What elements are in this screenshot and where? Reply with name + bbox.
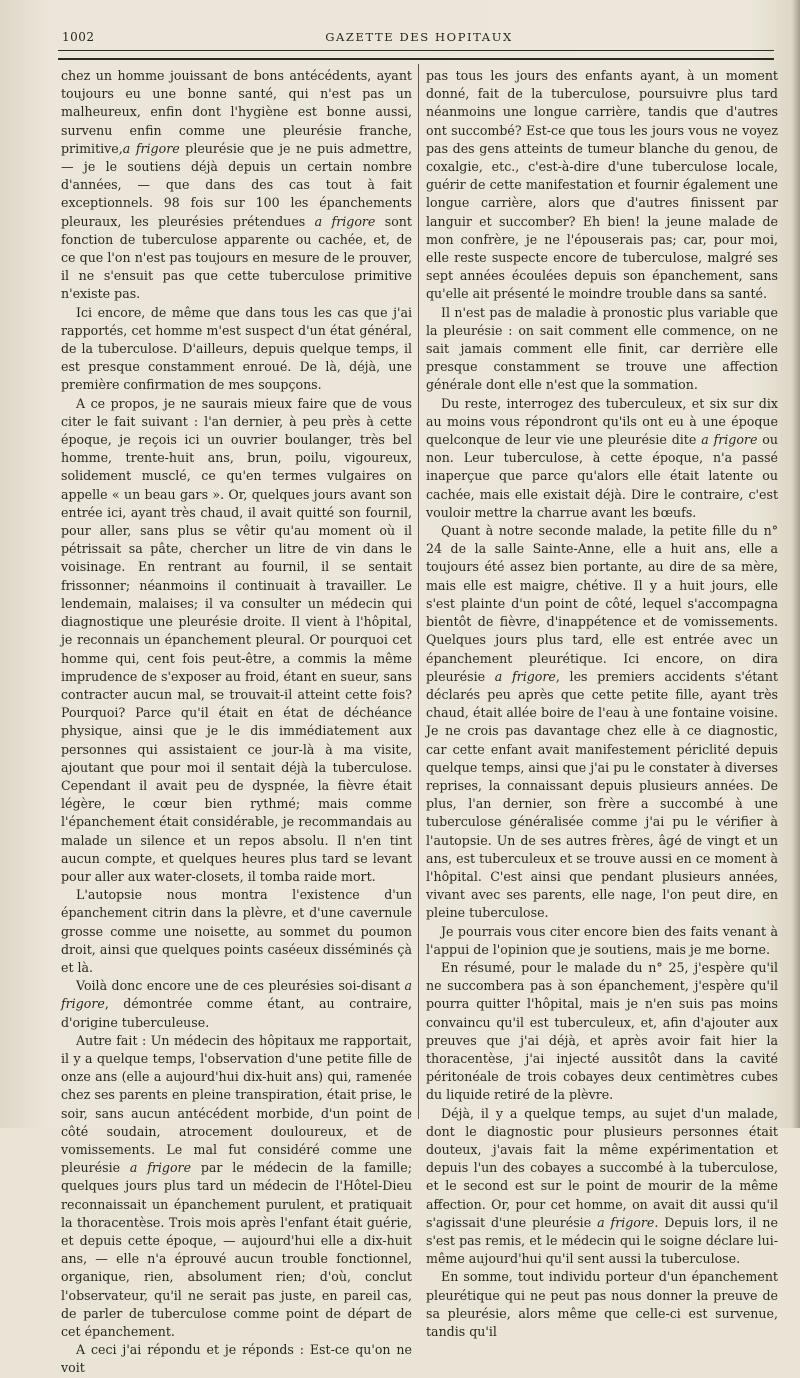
- running-title: GAZETTE DES HOPITAUX: [325, 30, 513, 44]
- page-header: [62, 24, 776, 46]
- paragraph: chez un homme jouissant de bons antécédents, ayant toujours eu une bonne santé, qui n'est pas un malheureux, enfin dont l'hygiène est bonne aussi, survenu enfin comme une pleurésie franche, primitive,a frigore pleurésie que je ne puis admettre,— je le soutiens déjà depuis un certain nombre d'années, — que dans des cas tout à fait exceptionnels. 98 fois sur 100 les épanchements pleuraux, les pleurésies prétendues a frigore sont fonction de tuberculose apparente ou cachée, et, de ce que l'on n'est pas toujours en mesure de le prouver, il ne s'ensuit pas que cette tuberculose primitive n'existe pas.: [61, 68, 412, 302]
- right-column: [426, 67, 778, 1340]
- paragraph: L'autopsie nous montra l'existence d'un épanchement citrin dans la plèvre, et d'une cavernule grosse comme une noisette, au sommet du poumon droit, ainsi que quelques points caséeux disséminés çà et là.: [61, 887, 412, 975]
- paragraph: Déjà, il y a quelque temps, au sujet d'un malade, dont le diagnostic pour plusieurs personnes était douteux, j'avais fait la même expérimentation et depuis l'un des cobayes a succombé à la tuberculose, et le second est sur le point de mourir de la même affection. Or, pour cet homme, on avait dit aussi qu'il s'agissait d'une pleurésie a frigore. Depuis lors, il ne s'est pas remis, et le médecin qui le soigne déclare lui-même aujourd'hui qu'il sent aussi la tuberculose.: [426, 1105, 778, 1267]
- paragraph: A ce propos, je ne saurais mieux faire que de vous citer le fait suivant : l'an dernier, à peu près à cette époque, je reçois ici un ouvrier boulanger, très bel homme, trente-huit ans, brun, poilu, vigoureux, solidement musclé, ce qu'en termes vulgaires on appelle « un beau gars ». Or, quelques jours avant son entrée ici, ayant très chaud, il avait quitté son fournil, pour aller, sans plus se vêtir qu'au moment où il pétrissait sa pâte, chercher un litre de vin dans le voisinage. En rentrant au fournil, il se sentait frissonner; néanmoins il continuait à travailler. Le lendemain, malaises; il va consulter un médecin qui diagnostique une pleurésie droite. Il vient à l'hôpital, je reconnais un épanchement pleural. Or pourquoi cet homme qui, cent fois peut-être, a commis la même imprudence de s'exposer au froid, étant en sueur, sans contracter aucun mal, se trouvait-il atteint cette fois? Pourquoi? Parce qu'il était en état de déchéance physique, ainsi que je le dis immédiatement aux personnes qui assistaient ce jour-là à ma visite, ajoutant que pour moi il sentait déjà la tuberculose. Cependant il avait peu de dyspnée, la fièvre était légère, le cœur bien rythmé; mais comme l'épanchement était considérable, je recommandais au malade un silence et un repos absolu. Il n'en tint aucun compte, et quelques heures plus tard se levant pour aller aux water-closets, il tomba raide mort.: [61, 395, 412, 884]
- page-edge-shadow: [792, 0, 800, 1128]
- left-column: [61, 67, 412, 1376]
- column-separator: [418, 64, 419, 1119]
- page-number: 1002: [62, 30, 95, 44]
- header-rule-double: [58, 58, 774, 60]
- paragraph: En résumé, pour le malade du n° 25, j'espère qu'il ne succombera pas à son épanchement, j'espère qu'il pourra quitter l'hôpital, mais je n'en suis pas moins convaincu qu'il est tuberculeux, et, afin d'ajouter aux preuves que j'ai déjà, et après avoir fait hier la thoracentèse, j'ai injecté aussitôt dans la cavité péritonéale de trois cobayes deux centimètres cubes du liquide retiré de la plèvre.: [426, 959, 778, 1103]
- paragraph: Je pourrais vous citer encore bien des faits venant à l'appui de l'opinion que je soutiens, mais je me borne.: [426, 923, 778, 957]
- header-rule: [58, 50, 774, 51]
- paragraph: Quant à notre seconde malade, la petite fille du n° 24 de la salle Sainte-Anne, elle a huit ans, elle a toujours été assez bien portante, au dire de sa mère, mais elle est maigre, chétive. Il y a huit jours, elle s'est plainte d'un point de côté, lequel s'accompagna bientôt de fièvre, d'inappétence et de vomissements. Quelques jours plus tard, elle est entrée avec un épanchement pleurétique. Ici encore, on dira pleurésie a frigore, les premiers accidents s'étant déclarés peu après que cette petite fille, ayant très chaud, était allée boire de l'eau à une fontaine voisine. Je ne crois pas davantage chez elle à ce diagnostic, car cette enfant avait manifestement périclité depuis quelque temps, ainsi que j'ai pu le constater à diverses reprises, la connaissant depuis plusieurs années. De plus, l'an dernier, son frère a succombé à une tuberculose généralisée comme j'ai pu le vérifier à l'autopsie. Un de ses autres frères, âgé de vingt et un ans, est tuberculeux et se trouve aussi en ce moment à l'hôpital. C'est ainsi que pendant plusieurs années, vivant avec ses parents, elle nage, l'on peut dire, en pleine tuberculose.: [426, 523, 778, 921]
- paragraph: Il n'est pas de maladie à pronostic plus variable que la pleurésie : on sait comment elle commence, on ne sait jamais comment elle finit, car derrière elle presque constamment se trouve une affection générale dont elle n'est que la sommation.: [426, 304, 778, 393]
- paragraph: Ici encore, de même que dans tous les cas que j'ai rapportés, cet homme m'est suspect d'un état général, de la tuberculose. D'ailleurs, depuis quelque temps, il est presque constamment enroué. De là, déjà, une première confirmation de mes soupçons.: [61, 304, 412, 393]
- paragraph: pas tous les jours des enfants ayant, à un moment donné, fait de la tuberculose, poursuivre plus tard néanmoins une longue carrière, tandis que d'autres ont succombé? Est-ce que tous les jours vous ne voyez pas des gens atteints de tumeur blanche du genou, de coxalgie, etc., c'est-à-dire d'une tuberculose locale, guérir de cette manifestation et fournir également une longue carrière, alors que d'autres finissent par languir et succomber? Eh bien! la jeune malade de mon confrère, je ne l'épouserais pas; car, pour moi, elle reste suspecte encore de tuberculose, malgré ses sept années écoulées depuis son épanchement, sans qu'elle ait présenté le moindre trouble dans sa santé.: [426, 68, 778, 302]
- paragraph: Autre fait : Un médecin des hôpitaux me rapportait, il y a quelque temps, l'observation d'une petite fille de onze ans (elle a aujourd'hui dix-huit ans) qui, ramenée chez ses parents en pleine transpiration, était prise, le soir, sans aucun antécédent morbide, d'un point de côté soudain, atrocement douloureux, et de vomissements. Le mal fut considéré comme une pleurésie a frigore par le médecin de la famille; quelques jours plus tard un médecin de l'Hôtel-Dieu reconnaissait un épanchement purulent, et pratiquait la thoracentèse. Trois mois après l'enfant était guérie, et depuis cette époque, — aujourd'hui elle a dix-huit ans, — elle n'a éprouvé aucun trouble fonctionnel, organique, rien, absolument rien; d'où, conclut l'observateur, qu'il ne serait pas juste, en pareil cas, de parler de tuberculose comme point de départ de cet épanchement.: [61, 1032, 412, 1340]
- paragraph: A ceci j'ai répondu et je réponds : Est-ce qu'on ne voit: [61, 1342, 412, 1376]
- paragraph: Voilà donc encore une de ces pleurésies soi-disant a frigore, démontrée comme étant, au contraire, d'origine tuberculeuse.: [61, 978, 412, 1030]
- paragraph: En somme, tout individu porteur d'un épanchement pleurétique qui ne peut pas nous donner la preuve de sa pleurésie, alors même que celle-ci est survenue, tandis qu'il: [426, 1269, 778, 1340]
- paragraph: Du reste, interrogez des tuberculeux, et six sur dix au moins vous répondront qu'ils ont eu à une époque quelconque de leur vie une pleurésie dite a frigore ou non. Leur tuberculose, à cette époque, n'a passé inaperçue que parce qu'alors elle était latente ou cachée, mais elle existait déjà. Dire le contraire, c'est vouloir mettre la charrue avant les bœufs.: [426, 395, 778, 520]
